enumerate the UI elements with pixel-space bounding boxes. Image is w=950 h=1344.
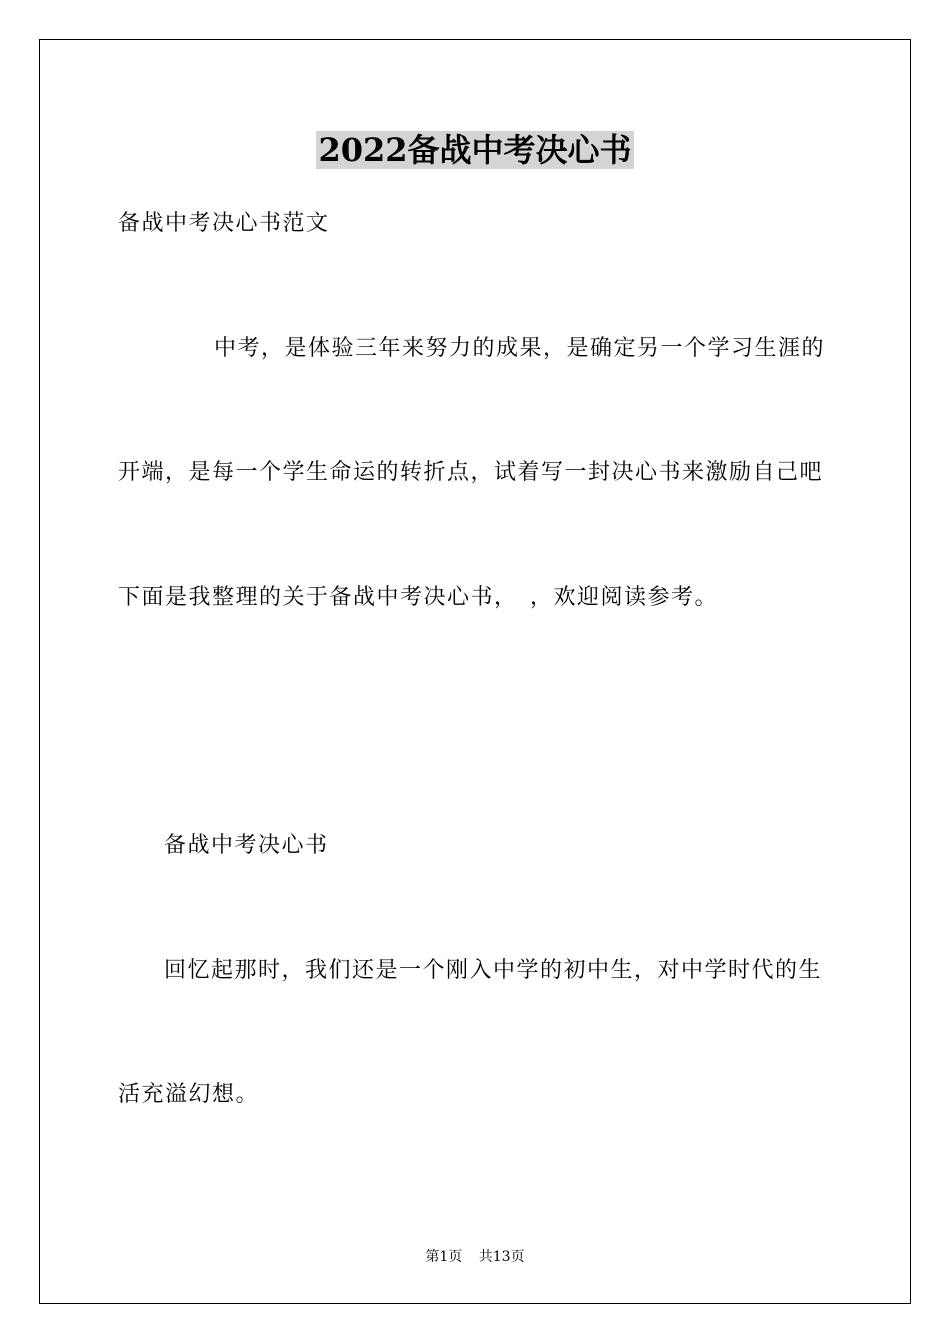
page-total: 共13页 <box>478 1249 525 1265</box>
page-number: 第1页 <box>425 1249 463 1265</box>
intro-line-1: 中考，是体验三年来努力的成果，是确定另一个学习生涯的 <box>214 336 826 361</box>
intro-line-2: 开端，是每一个学生命运的转折点，试着写一封决心书来激励自己吧 <box>118 460 824 485</box>
body-line-1: 回忆起那时，我们还是一个刚入中学的初中生，对中学时代的生 <box>164 958 823 983</box>
document-title <box>0 128 950 172</box>
document-title-text: 2022备战中考决心书 <box>318 131 632 169</box>
body-line-2: 活充溢幻想。 <box>118 1082 260 1107</box>
section-heading: 备战中考决心书 <box>164 833 329 858</box>
page-footer <box>0 1248 950 1266</box>
intro-line-3: 下面是我整理的关于备战中考决心书， ，欢迎阅读参考。 <box>118 585 719 610</box>
document-subtitle: 备战中考决心书范文 <box>118 211 330 236</box>
